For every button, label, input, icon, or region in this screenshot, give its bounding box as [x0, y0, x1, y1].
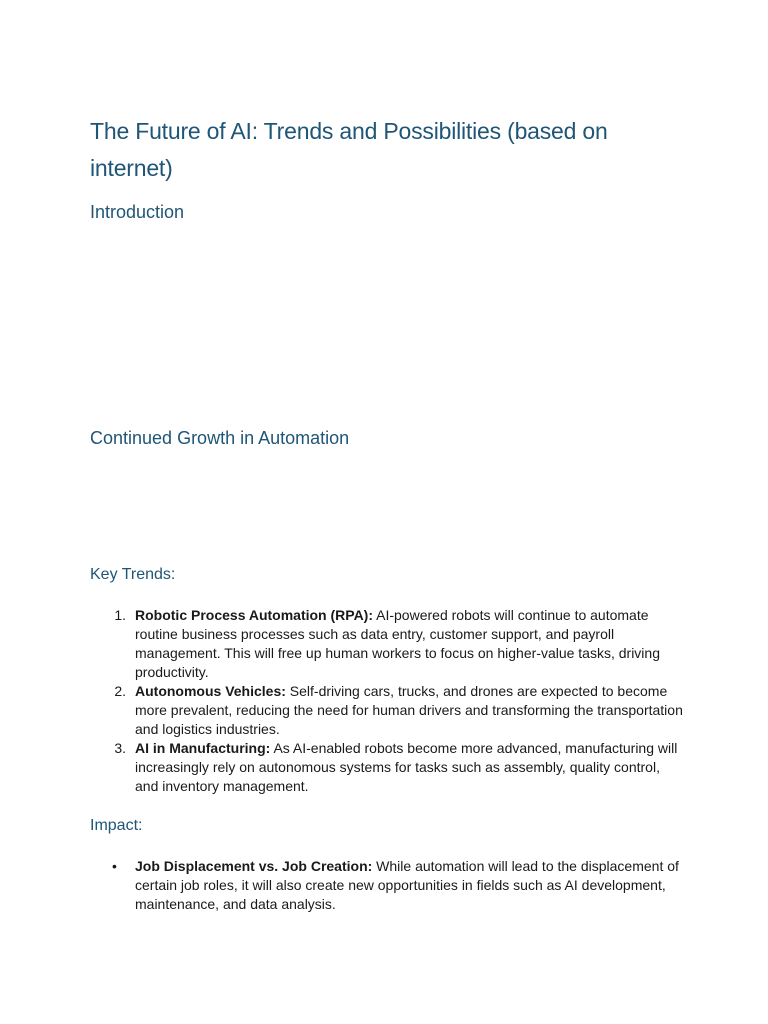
heading-continued-growth: Continued Growth in Automation [90, 428, 350, 448]
list-item-term: AI in Manufacturing: [135, 740, 271, 756]
list-item-term: Job Displacement vs. Job Creation: [135, 858, 373, 874]
list-item [90, 857, 685, 914]
bullet-icon: • [112, 858, 117, 874]
list-item-term: Robotic Process Automation (RPA): [135, 607, 374, 623]
list-item-text: As AI-enabled robots become more advanced, manufacturing will increasingly rely on autonomous systems for tasks such as assembly, quality control, and inventory management. [135, 740, 678, 794]
heading-key-trends: Key Trends: [90, 566, 176, 583]
list-number: 1. [114, 607, 126, 623]
list-item [90, 606, 685, 682]
key-trends-list [90, 606, 685, 796]
list-item-text: AI-powered robots will continue to automate routine business processes such as data entry, customer support, and payroll management. This will free up human workers to focus on higher-value tasks, driving productivity. [135, 607, 660, 680]
heading-introduction: Introduction [90, 202, 185, 222]
list-number: 2. [114, 683, 126, 699]
document-title: The Future of AI: Trends and Possibilities (based on internet) [90, 118, 608, 181]
list-item-term: Autonomous Vehicles: [135, 683, 286, 699]
list-item [90, 739, 685, 796]
list-item [90, 682, 685, 739]
list-item-text: Self-driving cars, trucks, and drones are expected to become more prevalent, reducing the need for human drivers and transforming the transportation and logistics industries. [135, 683, 683, 737]
impact-list [90, 857, 685, 914]
list-item-text: While automation will lead to the displacement of certain job roles, it will also create new opportunities in fields such as AI development, maintenance, and data analysis. [135, 858, 679, 912]
heading-impact: Impact: [90, 817, 143, 834]
list-number: 3. [114, 740, 126, 756]
